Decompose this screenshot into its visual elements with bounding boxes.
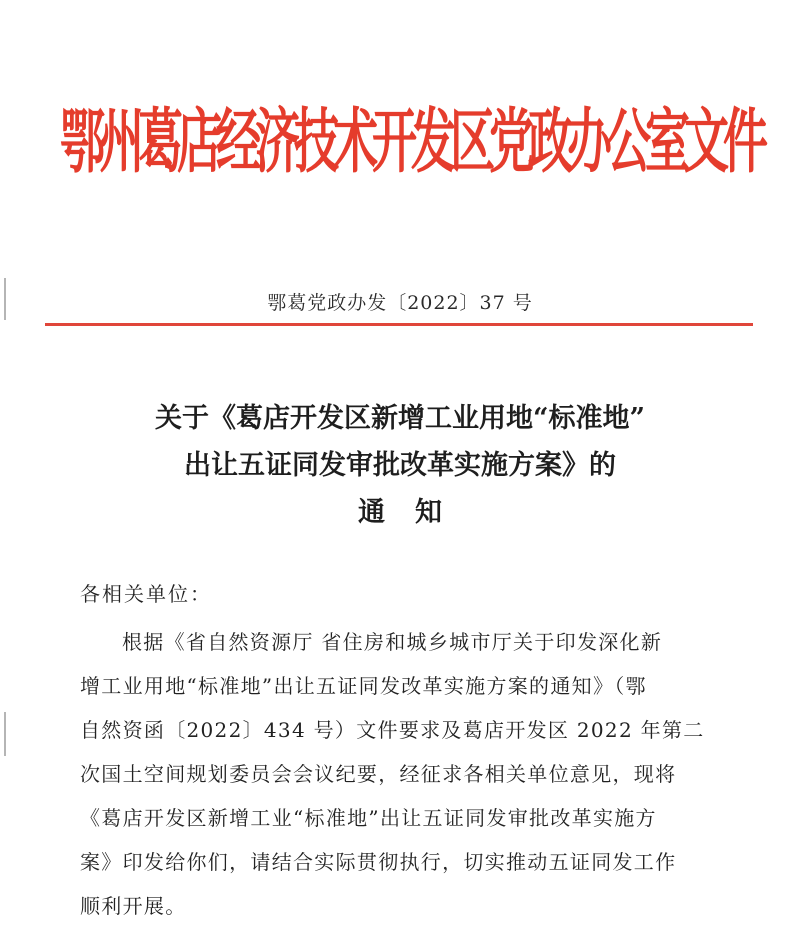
salutation: 各相关单位： — [80, 582, 212, 606]
red-header-title: 鄂州葛店经济技术开发区党政办公室文件 — [60, 100, 763, 183]
body-line: 顺利开展。 — [80, 894, 187, 918]
title-line-3: 通知 — [358, 497, 472, 528]
title-line-2: 出让五证同发审批改革实施方案》的 — [184, 450, 616, 481]
body-line: 自然资函〔2022〕434 号）文件要求及葛店开发区 2022 年第二 — [80, 718, 705, 742]
body-line: 案》印发给你们，请结合实际贯彻执行，切实推动五证同发工作 — [80, 850, 677, 874]
body-line: 次国土空间规划委员会会议纪要，经征求各相关单位意见，现将 — [80, 762, 677, 786]
title-line-1: 关于《葛店开发区新增工业用地“标准地” — [154, 403, 646, 434]
red-separator-line — [45, 323, 753, 326]
body-line: 增工业用地“标准地”出让五证同发改革实施方案的通知》（鄂 — [80, 674, 647, 698]
document-title — [0, 395, 800, 536]
body-line: 《葛店开发区新增工业“标准地”出让五证同发审批改革实施方 — [80, 806, 657, 830]
body-line: 根据《省自然资源厅 省住房和城乡城市厅关于印发深化新 — [122, 630, 663, 654]
scan-margin-mark — [4, 712, 6, 756]
document-number: 鄂葛党政办发〔2022〕37 号 — [267, 292, 533, 314]
body-paragraph — [80, 620, 730, 928]
